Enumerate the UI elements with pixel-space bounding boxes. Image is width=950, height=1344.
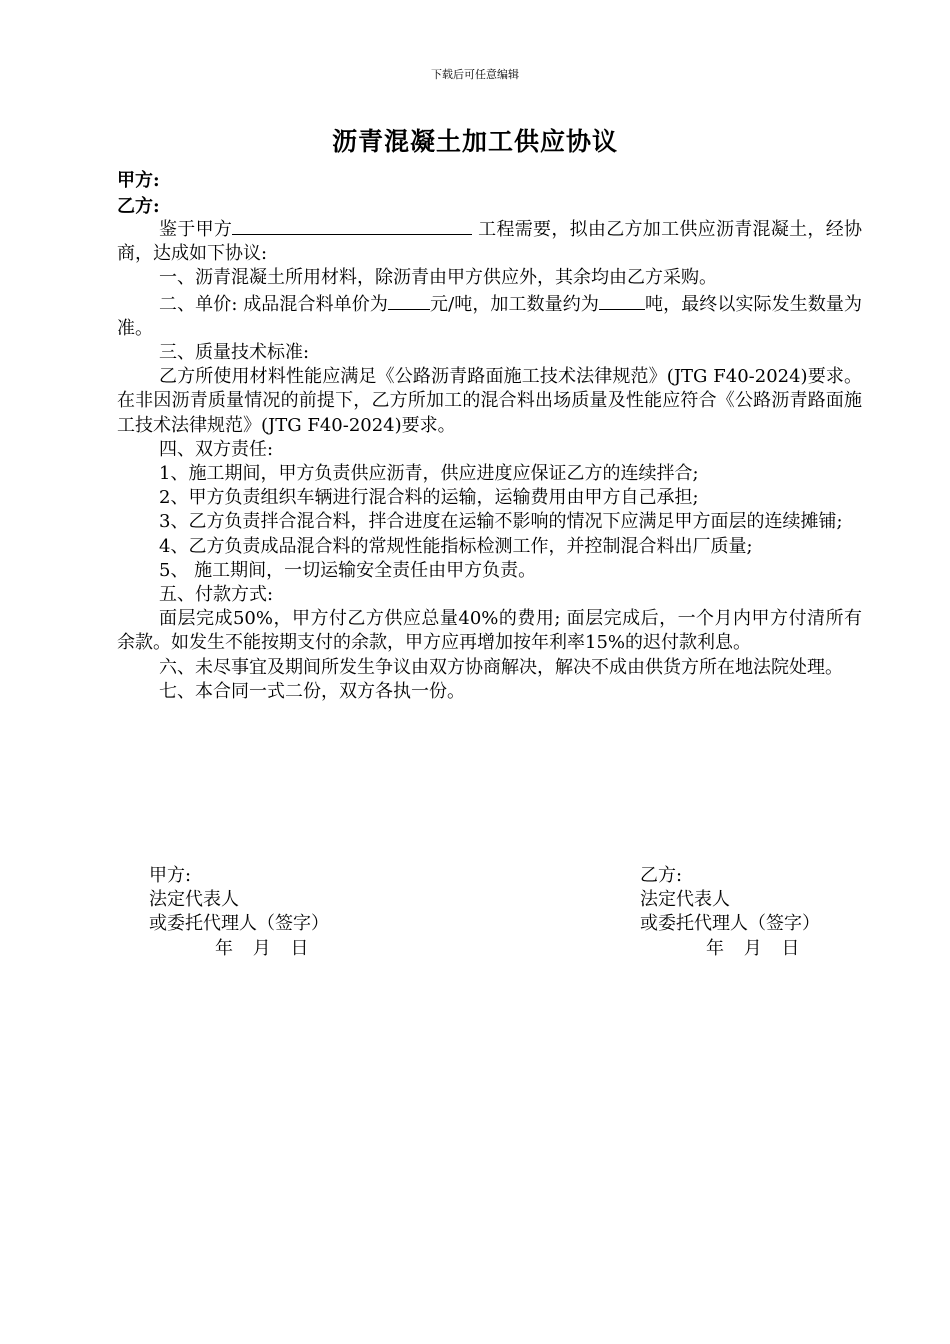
- party-a-label: 甲方:: [117, 170, 160, 191]
- clause-4-item: 1、施工期间，甲方负责供应沥青，供应进度应保证乙方的连续拌合;: [159, 463, 699, 485]
- clause-3-text: 乙方所使用材料性能应满足《公路沥青路面施工技术法律规范》(JTG F40-2024)要求。在非因沥青质量情况的前提下，乙方所加工的混合料出场质量及性能应符合《公路沥青路面施工技术法律规范》(JTG F40-2024)要求。: [117, 366, 862, 436]
- signature-b-agent: 或委托代理人（签字）: [640, 913, 820, 935]
- intro-paragraph: [117, 216, 862, 266]
- agreement-body: [117, 216, 862, 704]
- clause-4-item: 5、 施工期间，一切运输安全责任由甲方负责。: [159, 559, 537, 581]
- clause-5-text: 面层完成50%，甲方付乙方供应总量40%的费用; 面层完成后，一个月内甲方付清所有余款。如发生不能按期支付的余款，甲方应再增加按年利率15%的迟付款利息。: [117, 608, 862, 654]
- unit-price-blank: [388, 291, 430, 310]
- signature-b-date: 年 月 日: [706, 937, 800, 959]
- intro-after: 工程需要，拟由乙方加工供应沥青混凝土，经协商，达成如下协议:: [117, 219, 862, 265]
- clause-4-item: 3、乙方负责拌合混合料，拌合进度在运输不影响的情况下应满足甲方面层的连续摊铺;: [159, 511, 843, 533]
- project-name-blank: [232, 216, 472, 235]
- signature-a-agent: 或委托代理人（签字）: [149, 913, 329, 935]
- document-title: 沥青混凝土加工供应协议: [331, 127, 618, 156]
- signature-block-party-b: [640, 864, 820, 961]
- clause-1: 一、沥青混凝土所用材料，除沥青由甲方供应外，其余均由乙方采购。: [159, 267, 717, 289]
- party-b-label: 乙方:: [117, 196, 160, 217]
- signature-a-label: 甲方:: [149, 865, 192, 886]
- header-note: 下载后可任意编辑: [431, 68, 519, 81]
- clause-2-part-c: 吨，最终以实际发生数量为准。: [117, 293, 862, 339]
- clause-6: 六、未尽事宜及期间所发生争议由双方协商解决，解决不成由供货方所在地法院处理。: [159, 656, 843, 678]
- quantity-blank: [599, 291, 645, 310]
- clause-5-heading: 五、付款方式:: [159, 584, 274, 606]
- clause-4-item: 4、乙方负责成品混合料的常规性能指标检测工作，并控制混合料出厂质量;: [159, 535, 753, 557]
- clause-2-part-a: 二、单价: 成品混合料单价为: [159, 293, 388, 315]
- intro-before: 鉴于甲方: [159, 219, 233, 240]
- clause-4-heading: 四、双方责任:: [159, 438, 274, 460]
- signature-b-label: 乙方:: [640, 865, 683, 886]
- signature-block-party-a: [149, 864, 329, 961]
- signature-b-rep: 法定代表人: [640, 889, 730, 911]
- signature-a-rep: 法定代表人: [149, 889, 239, 911]
- clause-2: [117, 291, 862, 341]
- clause-4-item: 2、甲方负责组织车辆进行混合料的运输，运输费用由甲方自己承担;: [159, 487, 699, 509]
- clause-3-heading: 三、质量技术标准:: [159, 342, 310, 364]
- clause-2-part-b: 元/吨，加工数量约为: [429, 293, 599, 315]
- signature-a-date: 年 月 日: [215, 937, 309, 959]
- clause-7: 七、本合同一式二份，双方各执一份。: [159, 680, 465, 702]
